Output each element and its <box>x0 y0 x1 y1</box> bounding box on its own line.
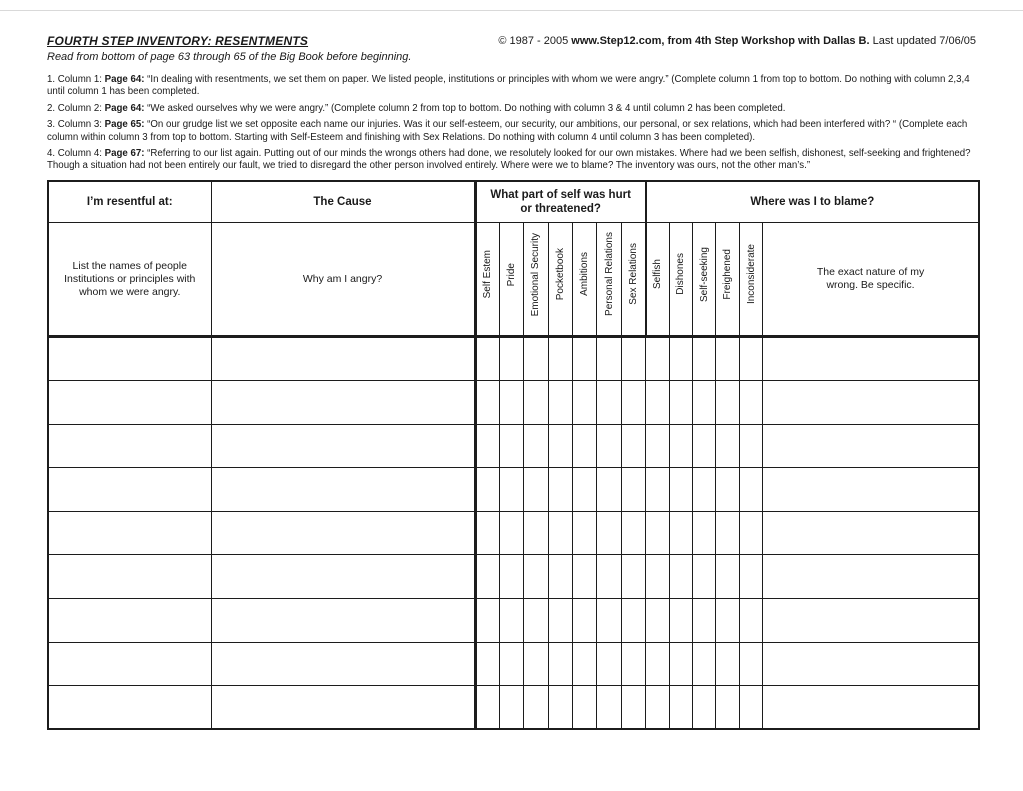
cell-sex-relations <box>621 598 645 642</box>
cell-pride <box>499 598 523 642</box>
blank-entry-row <box>48 598 979 642</box>
cell-pride <box>499 642 523 686</box>
cell-personal-relations <box>597 468 621 512</box>
cell-resentful-at <box>48 598 211 642</box>
page-title: FOURTH STEP INVENTORY: RESENTMENTS <box>47 34 309 48</box>
cell-self-esteem <box>475 380 499 424</box>
cell-inconsiderate <box>739 598 762 642</box>
copyright-years: © 1987 - 2005 <box>498 35 572 47</box>
cell-frightened <box>716 642 739 686</box>
cell-selfish <box>646 380 669 424</box>
cell-sex-relations <box>621 686 645 730</box>
copyright-line <box>498 34 976 47</box>
cell-emotional-security <box>524 468 548 512</box>
cell-resentful-at <box>48 380 211 424</box>
table-subheader-row <box>48 223 979 337</box>
instruction-3-text: “On our grudge list we set opposite each name our injuries. Was it our self-esteem, our security, our ambitions, our personal, or sex relations, which had been interfered with? “ (Complete each column within column 3 from top to bottom. Starting with Self-Esteem and finishing with Sex Relations. Do nothing with column 4 until column 3 has been completed). <box>47 119 968 143</box>
cell-cause <box>211 686 475 730</box>
header-resentful-at: I’m resentful at: <box>48 181 211 223</box>
cell-self-seeking <box>693 686 716 730</box>
column-header-self-esteem: Self Estem <box>475 223 499 337</box>
cell-personal-relations <box>597 642 621 686</box>
reading-instruction: Read from bottom of page 63 through 65 of the Big Book before beginning. <box>47 51 412 63</box>
cell-selfish <box>646 555 669 599</box>
cell-self-seeking <box>693 468 716 512</box>
page-top-divider <box>0 10 1023 11</box>
column-header-emotional-security: Emotional Security <box>524 223 548 337</box>
cell-self-seeking <box>693 598 716 642</box>
instruction-4-page-ref: Page 67: <box>104 148 145 160</box>
cell-self-esteem <box>475 686 499 730</box>
instruction-3-lead: 3. Column 3: <box>47 119 105 131</box>
column-header-sex-relations: Sex Relations <box>621 223 645 337</box>
cell-inconsiderate <box>739 686 762 730</box>
cell-pocketbook <box>548 598 572 642</box>
column-header-pride: Pride <box>499 223 523 337</box>
cell-resentful-at <box>48 468 211 512</box>
instruction-2-page-ref: Page 64: <box>104 102 145 114</box>
header-group-blame: Where was I to blame? <box>646 181 979 223</box>
cell-frightened <box>716 598 739 642</box>
cell-emotional-security <box>524 337 548 381</box>
cell-cause <box>211 511 475 555</box>
cell-emotional-security <box>524 380 548 424</box>
instruction-2-lead: 2. Column 2: <box>47 102 105 114</box>
cell-pride <box>499 511 523 555</box>
cell-frightened <box>716 686 739 730</box>
cell-inconsiderate <box>739 511 762 555</box>
cell-ambitions <box>573 424 597 468</box>
subheader-resentful-at-label: List the names of people Institutions or principles with whom we were angry. <box>64 259 196 298</box>
blank-entry-row <box>48 686 979 730</box>
column-header-selfish: Selfish <box>646 223 669 337</box>
cell-emotional-security <box>524 642 548 686</box>
cell-ambitions <box>573 686 597 730</box>
cell-sex-relations <box>621 337 645 381</box>
cell-self-esteem <box>475 642 499 686</box>
instruction-column-3 <box>47 119 976 144</box>
cell-self-seeking <box>693 337 716 381</box>
cell-self-seeking <box>693 380 716 424</box>
cell-selfish <box>646 424 669 468</box>
blank-entry-row <box>48 642 979 686</box>
blank-entry-row <box>48 468 979 512</box>
cell-pocketbook <box>548 642 572 686</box>
cell-resentful-at <box>48 555 211 599</box>
header-group-self-hurt <box>475 181 646 223</box>
cell-pocketbook <box>548 511 572 555</box>
blank-entry-row <box>48 555 979 599</box>
cell-selfish <box>646 598 669 642</box>
cell-exact-nature <box>763 598 979 642</box>
cell-frightened <box>716 555 739 599</box>
cell-cause <box>211 337 475 381</box>
column-header-personal-relations: Personal Relations <box>597 223 621 337</box>
cell-personal-relations <box>597 555 621 599</box>
cell-ambitions <box>573 642 597 686</box>
cell-sex-relations <box>621 642 645 686</box>
cell-sex-relations <box>621 424 645 468</box>
cell-inconsiderate <box>739 337 762 381</box>
cell-pocketbook <box>548 555 572 599</box>
header-group-self-hurt-label: What part of self was hurt or threatened? <box>490 189 631 216</box>
cell-frightened <box>716 424 739 468</box>
cell-self-seeking <box>693 511 716 555</box>
cell-ambitions <box>573 598 597 642</box>
cell-dishonest <box>669 642 692 686</box>
cell-selfish <box>646 642 669 686</box>
cell-cause <box>211 468 475 512</box>
instructions-block <box>47 74 976 173</box>
cell-emotional-security <box>524 555 548 599</box>
cell-personal-relations <box>597 380 621 424</box>
cell-selfish <box>646 468 669 512</box>
cell-inconsiderate <box>739 555 762 599</box>
column-header-dishonest: Dishones <box>669 223 692 337</box>
cell-inconsiderate <box>739 380 762 424</box>
column-header-inconsiderate: Inconsiderate <box>739 223 762 337</box>
blank-entry-row <box>48 511 979 555</box>
cell-exact-nature <box>763 424 979 468</box>
cell-emotional-security <box>524 511 548 555</box>
blank-entry-row <box>48 380 979 424</box>
cell-self-seeking <box>693 555 716 599</box>
blank-entry-row <box>48 424 979 468</box>
cell-resentful-at <box>48 337 211 381</box>
instruction-column-4 <box>47 148 976 173</box>
cell-pride <box>499 337 523 381</box>
subheader-resentful-at <box>48 223 211 337</box>
page-header <box>47 34 976 48</box>
cell-sex-relations <box>621 511 645 555</box>
cell-ambitions <box>573 380 597 424</box>
cell-pocketbook <box>548 686 572 730</box>
inventory-table <box>47 180 980 730</box>
instruction-2-text: “We asked ourselves why we were angry.” (Complete column 2 from top to bottom. Do nothing with column 3 & 4 until column 2 has been completed. <box>144 102 786 114</box>
cell-personal-relations <box>597 424 621 468</box>
cell-dishonest <box>669 686 692 730</box>
cell-pride <box>499 468 523 512</box>
cell-exact-nature <box>763 686 979 730</box>
column-header-frightened: Freighened <box>716 223 739 337</box>
cell-exact-nature <box>763 380 979 424</box>
cell-personal-relations <box>597 337 621 381</box>
cell-selfish <box>646 337 669 381</box>
cell-selfish <box>646 686 669 730</box>
cell-dishonest <box>669 424 692 468</box>
cell-emotional-security <box>524 598 548 642</box>
cell-pocketbook <box>548 468 572 512</box>
copyright-updated: Last updated 7/06/05 <box>869 35 976 47</box>
cell-resentful-at <box>48 642 211 686</box>
cell-dishonest <box>669 598 692 642</box>
cell-pride <box>499 686 523 730</box>
cell-resentful-at <box>48 511 211 555</box>
cell-exact-nature <box>763 337 979 381</box>
instruction-4-text: “Referring to our list again. Putting out of our minds the wrongs others had done, we resolutely looked for our own mistakes. Where had we been selfish, dishonest, self-seeking and frightened? Though a situation had not been entirely our fault, we tried to disregard the other person involved entirely. Where were we to blame? The inventory was ours, not the other man’s.” <box>47 148 971 172</box>
cell-personal-relations <box>597 511 621 555</box>
instruction-1-page-ref: Page 64: <box>104 74 145 85</box>
cell-cause <box>211 380 475 424</box>
cell-self-esteem <box>475 555 499 599</box>
column-header-self-seeking: Self-seeking <box>693 223 716 337</box>
instruction-1-lead: 1. Column 1: <box>47 74 105 85</box>
cell-selfish <box>646 511 669 555</box>
cell-inconsiderate <box>739 424 762 468</box>
copyright-source: www.Step12.com, from 4th Step Workshop with Dallas B. <box>571 35 870 47</box>
instruction-4-lead: 4. Column 4: <box>47 148 105 160</box>
cell-self-esteem <box>475 511 499 555</box>
cell-resentful-at <box>48 424 211 468</box>
cell-frightened <box>716 380 739 424</box>
cell-dishonest <box>669 468 692 512</box>
cell-pocketbook <box>548 424 572 468</box>
subheader-exact-nature-label: The exact nature of my wrong. Be specific. <box>816 266 925 292</box>
instruction-1-text: “In dealing with resentments, we set them on paper. We listed people, institutions or principles with whom we were angry.” (Complete column 1 from top to bottom. Do nothing with column 2,3,4 until column 1 has been completed. <box>47 74 970 98</box>
cell-self-seeking <box>693 642 716 686</box>
cell-self-esteem <box>475 337 499 381</box>
cell-self-esteem <box>475 424 499 468</box>
cell-ambitions <box>573 555 597 599</box>
cell-exact-nature <box>763 642 979 686</box>
cell-exact-nature <box>763 511 979 555</box>
cell-pride <box>499 555 523 599</box>
cell-sex-relations <box>621 468 645 512</box>
cell-sex-relations <box>621 380 645 424</box>
header-the-cause: The Cause <box>211 181 475 223</box>
cell-dishonest <box>669 511 692 555</box>
cell-sex-relations <box>621 555 645 599</box>
blank-entry-row <box>48 337 979 381</box>
instruction-column-2 <box>47 103 976 115</box>
cell-inconsiderate <box>739 468 762 512</box>
cell-exact-nature <box>763 555 979 599</box>
cell-inconsiderate <box>739 642 762 686</box>
cell-ambitions <box>573 468 597 512</box>
cell-cause <box>211 424 475 468</box>
cell-self-seeking <box>693 424 716 468</box>
cell-pocketbook <box>548 380 572 424</box>
instruction-3-page-ref: Page 65: <box>104 119 145 131</box>
cell-emotional-security <box>524 424 548 468</box>
cell-dishonest <box>669 337 692 381</box>
cell-frightened <box>716 468 739 512</box>
subheader-exact-nature <box>763 223 979 337</box>
cell-pride <box>499 424 523 468</box>
cell-ambitions <box>573 337 597 381</box>
cell-ambitions <box>573 511 597 555</box>
cell-resentful-at <box>48 686 211 730</box>
cell-pocketbook <box>548 337 572 381</box>
cell-personal-relations <box>597 598 621 642</box>
cell-dishonest <box>669 380 692 424</box>
cell-pride <box>499 380 523 424</box>
cell-self-esteem <box>475 468 499 512</box>
cell-frightened <box>716 511 739 555</box>
cell-cause <box>211 555 475 599</box>
instruction-column-1 <box>47 74 976 99</box>
cell-self-esteem <box>475 598 499 642</box>
cell-personal-relations <box>597 686 621 730</box>
worksheet-page <box>47 34 976 730</box>
cell-cause <box>211 642 475 686</box>
cell-frightened <box>716 337 739 381</box>
subheader-why-angry: Why am I angry? <box>211 223 475 337</box>
cell-exact-nature <box>763 468 979 512</box>
table-header-row <box>48 181 979 223</box>
cell-dishonest <box>669 555 692 599</box>
cell-cause <box>211 598 475 642</box>
cell-emotional-security <box>524 686 548 730</box>
column-header-ambitions: Ambitions <box>573 223 597 337</box>
column-header-pocketbook: Pocketbook <box>548 223 572 337</box>
